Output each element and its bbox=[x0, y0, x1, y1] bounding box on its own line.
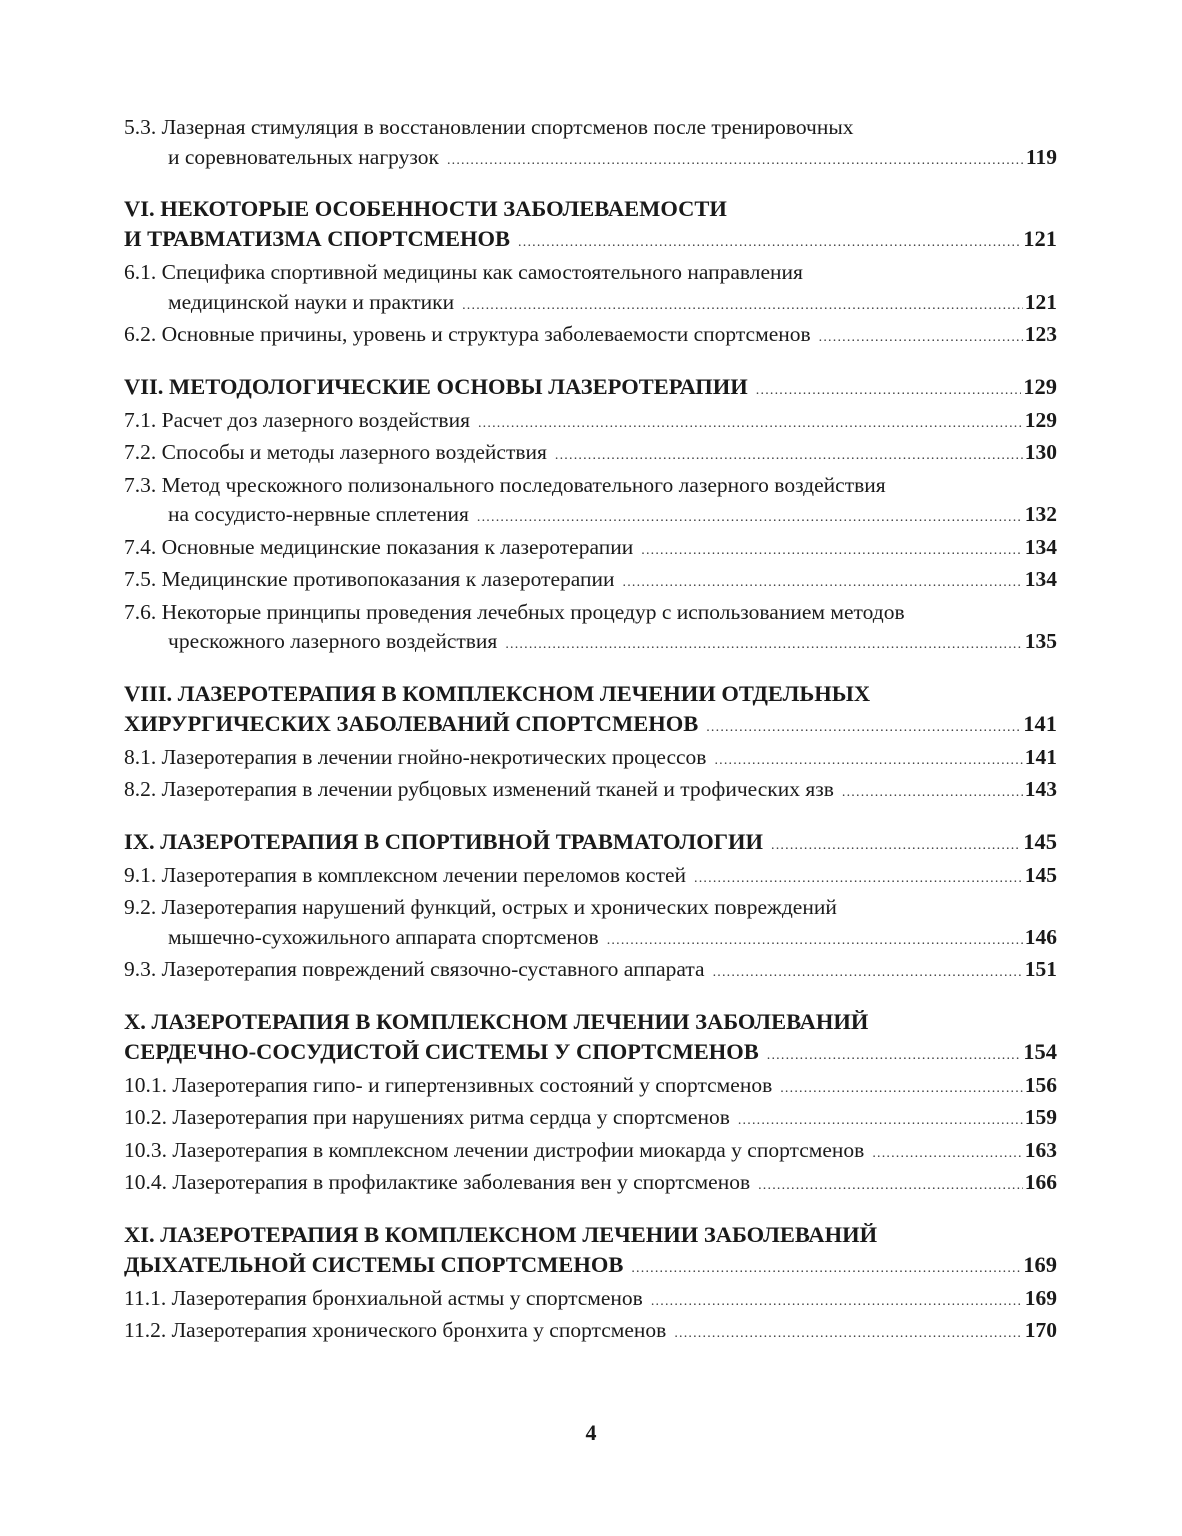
toc-entry-line bbox=[124, 143, 1057, 176]
toc-entry-line bbox=[124, 224, 1057, 258]
toc-entry-title: на сосудисто-нервные сплетения bbox=[168, 502, 469, 526]
toc-page-number: 141 bbox=[1023, 710, 1057, 736]
toc-entry-title: 10.2. Лазеротерапия при нарушениях ритма сердца у спортсменов bbox=[124, 1105, 730, 1129]
toc-page-number: 121 bbox=[1023, 226, 1057, 251]
dot-leader bbox=[767, 1041, 1021, 1071]
toc-entry-line bbox=[124, 533, 1057, 566]
toc-entry[interactable] bbox=[124, 113, 1057, 175]
toc-entry-line bbox=[124, 893, 1057, 923]
toc-page-number: 132 bbox=[1024, 502, 1057, 526]
toc-entry-title: медицинской науки и практики bbox=[168, 289, 455, 314]
toc-entry-title: 11.2. Лазеротерапия хронического бронхита у спортсменов bbox=[124, 1318, 667, 1342]
dot-leader bbox=[623, 568, 1023, 598]
toc-section bbox=[124, 1220, 1057, 1349]
dot-leader bbox=[478, 409, 1023, 439]
toc-section bbox=[124, 679, 1057, 808]
toc-page-number: 119 bbox=[1025, 144, 1057, 169]
toc-entry[interactable] bbox=[124, 438, 1057, 471]
toc-entry-line bbox=[124, 1316, 1057, 1349]
toc-entry-line bbox=[124, 598, 1057, 628]
toc-entry-title: чрескожного лазерного воздействия bbox=[168, 629, 498, 653]
toc-entry[interactable] bbox=[124, 533, 1057, 566]
toc-entry-line bbox=[124, 775, 1057, 808]
toc-entry-line bbox=[124, 1168, 1057, 1201]
dot-leader bbox=[706, 713, 1021, 743]
toc-entry-line bbox=[124, 627, 1057, 660]
toc-page-number: 156 bbox=[1024, 1072, 1057, 1097]
toc-entry-title: 5.3. Лазерная стимуляция в восстановлении спортсменов после тренировочных bbox=[124, 115, 854, 139]
toc-entry[interactable] bbox=[124, 598, 1057, 660]
toc-entry-title: 10.1. Лазеротерапия гипо- и гипертензивных состояний у спортсменов bbox=[124, 1072, 773, 1097]
dot-leader bbox=[694, 864, 1023, 894]
page-number: 4 bbox=[585, 1420, 597, 1445]
toc-entry[interactable] bbox=[124, 1284, 1057, 1317]
toc-entry[interactable] bbox=[124, 955, 1057, 988]
dot-leader bbox=[674, 1319, 1022, 1349]
toc-entry-line bbox=[124, 709, 1057, 743]
toc-chapter-heading[interactable] bbox=[124, 194, 1057, 258]
toc-page-number: 169 bbox=[1024, 1285, 1057, 1310]
toc-entry[interactable] bbox=[124, 743, 1057, 776]
toc-entry[interactable] bbox=[124, 775, 1057, 808]
toc-section bbox=[124, 372, 1057, 660]
toc-entry-line bbox=[124, 679, 1057, 709]
toc-entry-title: VII. МЕТОДОЛОГИЧЕСКИЕ ОСНОВЫ ЛАЗЕРОТЕРАПИИ bbox=[124, 373, 748, 399]
toc-entry[interactable] bbox=[124, 1103, 1057, 1136]
toc-entry-line bbox=[124, 1071, 1057, 1104]
toc-entry-line bbox=[124, 1007, 1057, 1037]
toc-entry-title: 10.3. Лазеротерапия в комплексном лечении дистрофии миокарда у спортсменов bbox=[124, 1137, 865, 1162]
toc-page-number: 145 bbox=[1024, 862, 1057, 887]
toc-entry-title: VIII. ЛАЗЕРОТЕРАПИЯ В КОМПЛЕКСНОМ ЛЕЧЕНИИ ОТДЕЛЬНЫХ bbox=[124, 680, 871, 706]
dot-leader bbox=[651, 1287, 1023, 1317]
toc-entry-line bbox=[124, 827, 1057, 861]
dot-leader bbox=[756, 376, 1021, 406]
dot-leader bbox=[713, 958, 1023, 988]
toc-page-number: 134 bbox=[1024, 567, 1057, 591]
dot-leader bbox=[505, 630, 1022, 660]
toc-chapter-heading[interactable] bbox=[124, 1220, 1057, 1284]
toc-entry-title: ХИРУРГИЧЕСКИХ ЗАБОЛЕВАНИЙ СПОРТСМЕНОВ bbox=[124, 710, 699, 736]
toc-entry-title: 8.2. Лазеротерапия в лечении рубцовых изменений тканей и трофических язв bbox=[124, 777, 834, 801]
toc-page-number: 129 bbox=[1024, 407, 1057, 432]
toc-entry-title: 6.2. Основные причины, уровень и структура заболеваемости спортсменов bbox=[124, 322, 811, 346]
toc-page-number: 154 bbox=[1023, 1038, 1057, 1064]
toc-entry-line bbox=[124, 288, 1057, 321]
toc-page-number: 151 bbox=[1024, 957, 1057, 981]
toc-page-number: 129 bbox=[1023, 373, 1057, 399]
toc-entry-line bbox=[124, 500, 1057, 533]
toc-entry-title: 7.2. Способы и методы лазерного воздействия bbox=[124, 440, 547, 464]
toc-entry-title: ДЫХАТЕЛЬНОЙ СИСТЕМЫ СПОРТСМЕНОВ bbox=[124, 1251, 624, 1277]
toc-entry-title: и соревновательных нагрузок bbox=[168, 144, 439, 169]
toc-entry-line bbox=[124, 372, 1057, 406]
toc-chapter-heading[interactable] bbox=[124, 679, 1057, 743]
dot-leader bbox=[738, 1106, 1023, 1136]
toc-page-number: 169 bbox=[1023, 1251, 1057, 1277]
toc-entry-line bbox=[124, 861, 1057, 894]
dot-leader bbox=[477, 503, 1023, 533]
toc-entry[interactable] bbox=[124, 1136, 1057, 1169]
dot-leader bbox=[641, 536, 1023, 566]
toc-entry-line bbox=[124, 1136, 1057, 1169]
toc-section bbox=[124, 113, 1057, 175]
toc-entry-title: 7.1. Расчет доз лазерного воздействия bbox=[124, 407, 470, 432]
toc-page-number: 141 bbox=[1024, 744, 1057, 769]
toc-entry[interactable] bbox=[124, 406, 1057, 439]
toc-page-number: 143 bbox=[1024, 777, 1057, 801]
dot-leader bbox=[872, 1139, 1022, 1169]
toc-entry[interactable] bbox=[124, 258, 1057, 320]
toc-chapter-heading[interactable] bbox=[124, 827, 1057, 861]
toc-entry-title: 8.1. Лазеротерапия в лечении гнойно-некротических процессов bbox=[124, 744, 707, 769]
toc-entry-title: XI. ЛАЗЕРОТЕРАПИЯ В КОМПЛЕКСНОМ ЛЕЧЕНИИ ЗАБОЛЕВАНИЙ bbox=[124, 1221, 878, 1247]
toc-entry-line bbox=[124, 743, 1057, 776]
toc-section bbox=[124, 827, 1057, 988]
toc-entry-title: И ТРАВМАТИЗМА СПОРТСМЕНОВ bbox=[124, 226, 511, 251]
dot-leader bbox=[714, 746, 1022, 776]
toc-page-number: 145 bbox=[1023, 828, 1057, 854]
toc-page-number: 135 bbox=[1024, 629, 1057, 653]
toc-page-number: 130 bbox=[1024, 440, 1057, 464]
dot-leader bbox=[758, 1171, 1023, 1201]
toc-entry-title: IX. ЛАЗЕРОТЕРАПИЯ В СПОРТИВНОЙ ТРАВМАТОЛОГИИ bbox=[124, 828, 764, 854]
toc-entry[interactable] bbox=[124, 893, 1057, 955]
toc-entry[interactable] bbox=[124, 1168, 1057, 1201]
toc-entry-line bbox=[124, 1037, 1057, 1071]
toc-chapter-heading[interactable] bbox=[124, 372, 1057, 406]
toc-entry-line bbox=[124, 258, 1057, 288]
toc-entry-title: мышечно-сухожильного аппарата спортсменов bbox=[168, 924, 599, 949]
dot-leader bbox=[842, 778, 1023, 808]
dot-leader bbox=[771, 831, 1021, 861]
toc-entry-line bbox=[124, 923, 1057, 956]
toc-entry[interactable] bbox=[124, 1071, 1057, 1104]
toc-entry-line bbox=[124, 1250, 1057, 1284]
toc-page-number: 146 bbox=[1024, 924, 1057, 949]
toc-page-number: 134 bbox=[1024, 534, 1057, 559]
toc-entry[interactable] bbox=[124, 1316, 1057, 1349]
dot-leader bbox=[631, 1254, 1021, 1284]
toc-entry-line bbox=[124, 438, 1057, 471]
toc-entry-title: X. ЛАЗЕРОТЕРАПИЯ В КОМПЛЕКСНОМ ЛЕЧЕНИИ ЗАБОЛЕВАНИЙ bbox=[124, 1008, 869, 1034]
toc-entry-title: 10.4. Лазеротерапия в профилактике заболевания вен у спортсменов bbox=[124, 1170, 751, 1194]
toc-section bbox=[124, 1007, 1057, 1201]
toc-entry-title: VI. НЕКОТОРЫЕ ОСОБЕННОСТИ ЗАБОЛЕВАЕМОСТИ bbox=[124, 196, 727, 221]
toc-entry-line bbox=[124, 1220, 1057, 1250]
toc-entry-title: 11.1. Лазеротерапия бронхиальной астмы у спортсменов bbox=[124, 1285, 643, 1310]
toc-entry-title: 7.5. Медицинские противопоказания к лазеротерапии bbox=[124, 567, 615, 591]
dot-leader bbox=[555, 441, 1023, 471]
toc-entry[interactable] bbox=[124, 565, 1057, 598]
toc-entry-title: 9.1. Лазеротерапия в комплексном лечении переломов костей bbox=[124, 862, 687, 887]
toc-entry-title: 9.2. Лазеротерапия нарушений функций, острых и хронических повреждений bbox=[124, 895, 837, 919]
toc-entry[interactable] bbox=[124, 861, 1057, 894]
toc-entry-line bbox=[124, 565, 1057, 598]
dot-leader bbox=[780, 1074, 1023, 1104]
toc-section bbox=[124, 194, 1057, 353]
toc-entry-title: 6.1. Специфика спортивной медицины как самостоятельного направления bbox=[124, 260, 803, 284]
dot-leader bbox=[518, 228, 1021, 258]
toc-entry-line bbox=[124, 1284, 1057, 1317]
toc-entry-title: 7.6. Некоторые принципы проведения лечебных процедур с использованием методов bbox=[124, 599, 905, 624]
toc-entry-title: 7.3. Метод чрескожного полизонального последовательного лазерного воздействия bbox=[124, 472, 886, 497]
toc-entry-line bbox=[124, 406, 1057, 439]
toc-entry-line bbox=[124, 194, 1057, 224]
table-of-contents bbox=[124, 113, 1057, 1368]
toc-entry-title: 9.3. Лазеротерапия повреждений связочно-суставного аппарата bbox=[124, 957, 705, 981]
dot-leader bbox=[462, 291, 1023, 321]
toc-page-number: 170 bbox=[1024, 1318, 1057, 1342]
toc-page-number: 163 bbox=[1024, 1137, 1057, 1162]
dot-leader bbox=[607, 926, 1023, 956]
toc-entry[interactable] bbox=[124, 471, 1057, 533]
toc-page-number: 159 bbox=[1024, 1105, 1057, 1129]
toc-entry-line bbox=[124, 320, 1057, 353]
toc-entry-line bbox=[124, 1103, 1057, 1136]
toc-page-number: 121 bbox=[1024, 289, 1057, 314]
toc-entry-line bbox=[124, 471, 1057, 501]
toc-entry-line bbox=[124, 955, 1057, 988]
toc-page-number: 123 bbox=[1024, 322, 1057, 346]
toc-entry-title: СЕРДЕЧНО-СОСУДИСТОЙ СИСТЕМЫ У СПОРТСМЕНОВ bbox=[124, 1038, 759, 1064]
toc-page-number: 166 bbox=[1024, 1170, 1057, 1194]
toc-entry-title: 7.4. Основные медицинские показания к лазеротерапии bbox=[124, 534, 634, 559]
dot-leader bbox=[819, 323, 1023, 353]
dot-leader bbox=[447, 146, 1024, 176]
toc-entry-line bbox=[124, 113, 1057, 143]
toc-entry[interactable] bbox=[124, 320, 1057, 353]
toc-chapter-heading[interactable] bbox=[124, 1007, 1057, 1071]
